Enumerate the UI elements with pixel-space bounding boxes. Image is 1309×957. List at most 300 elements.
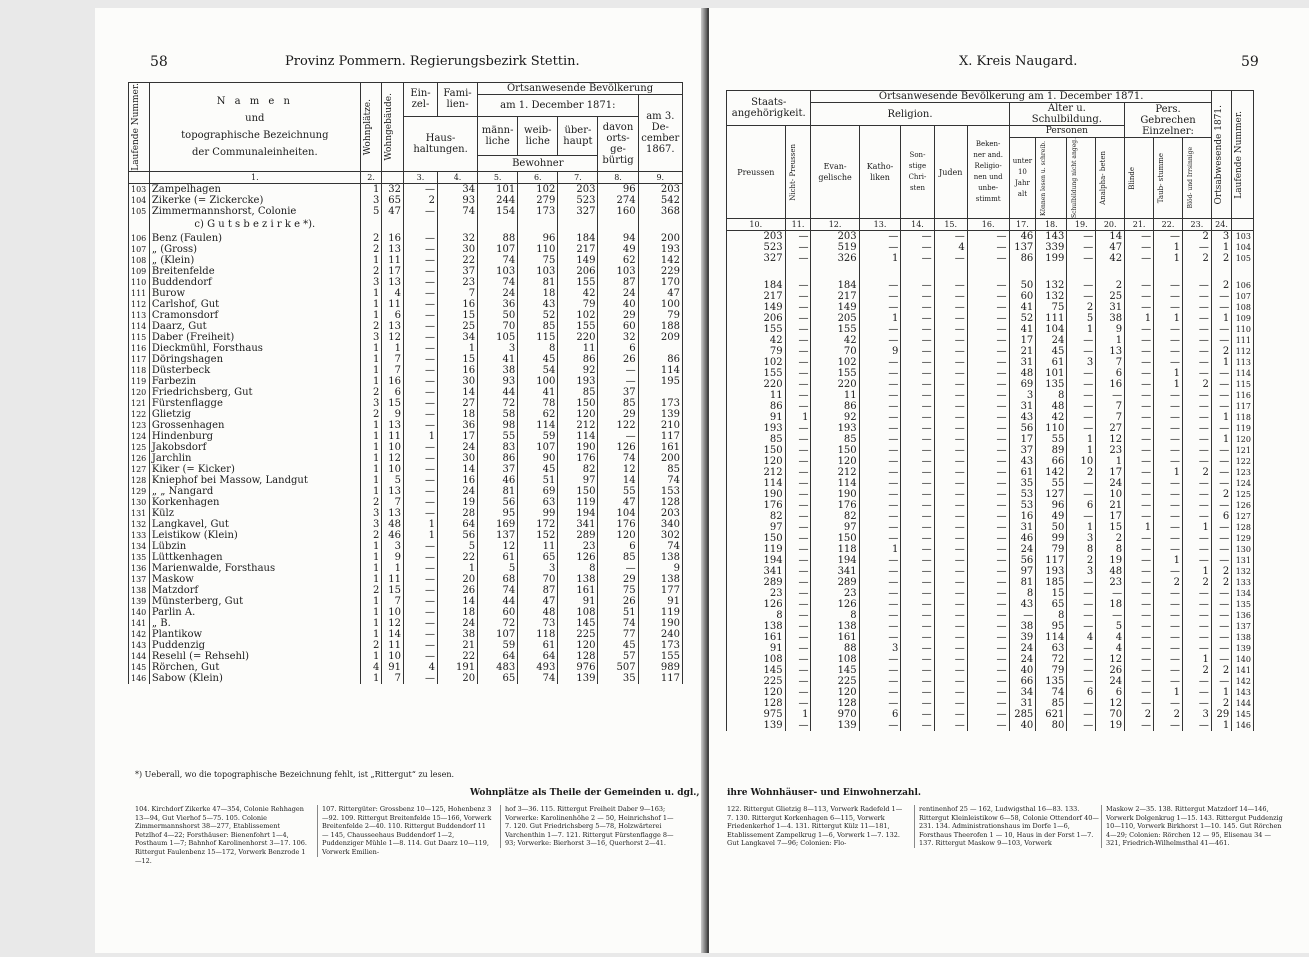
- table-row: [727, 357, 1254, 368]
- cell-m: 101: [478, 183, 518, 195]
- cell-u: 145: [558, 618, 598, 629]
- cell-f: 15: [437, 354, 477, 365]
- cell-o: 85: [598, 552, 638, 563]
- cell-ev: 85: [811, 434, 859, 445]
- cell-bl: —: [1125, 401, 1154, 412]
- cell-e: —: [404, 299, 438, 310]
- cell-p: 145: [727, 665, 786, 676]
- cell-ju: —: [934, 390, 967, 401]
- cell-an: 7: [1096, 357, 1125, 368]
- cell-ts: 1: [1154, 687, 1183, 698]
- cell-u: 176: [558, 453, 598, 464]
- cell-wb: 118: [518, 629, 558, 640]
- cell-u: 225: [558, 629, 598, 640]
- table-row: [727, 231, 1254, 243]
- cell-ab: —: [1211, 555, 1231, 566]
- cell-so: —: [901, 665, 934, 676]
- cell-f: 23: [437, 277, 477, 288]
- colnum-cell: 18.: [1036, 219, 1067, 231]
- cell-an: 12: [1096, 654, 1125, 665]
- ortsanw-header: Ortsanwesende Bevölkerung: [478, 83, 683, 95]
- row-number: 122: [129, 409, 150, 420]
- cell-so: —: [901, 709, 934, 720]
- row-number: 141: [1232, 665, 1254, 676]
- table-row: [727, 324, 1254, 335]
- cell-ts: —: [1154, 566, 1183, 577]
- row-number: 104: [129, 195, 150, 206]
- col-wohnplaetze-header: Wohnplätze.: [360, 83, 382, 172]
- cell-u10: 38: [1009, 621, 1036, 632]
- cell-an: 9: [1096, 324, 1125, 335]
- cell-u: 82: [558, 464, 598, 475]
- cell-u10: 46: [1009, 231, 1036, 243]
- cell-be: —: [967, 500, 1009, 511]
- cell-a: 240: [638, 629, 682, 640]
- col-lfd-header: Laufende Nummer.: [129, 83, 150, 172]
- row-name: Matzdorf: [149, 585, 360, 596]
- table-row: [129, 596, 683, 607]
- cell-g: 4: [382, 288, 404, 299]
- cell-f: 24: [437, 618, 477, 629]
- cell-ka: —: [859, 368, 901, 379]
- row-name: Külz: [149, 508, 360, 519]
- cell-ka: —: [859, 242, 901, 253]
- cell-sn: —: [1067, 610, 1096, 621]
- cell-p: 190: [727, 489, 786, 500]
- cell-be: —: [967, 533, 1009, 544]
- cell-u10: 41: [1009, 324, 1036, 335]
- cell-w: 1: [360, 596, 382, 607]
- cell-m: 74: [478, 255, 518, 266]
- cell-g: 1: [382, 563, 404, 574]
- cell-ks: 15: [1036, 588, 1067, 599]
- cell-o: 55: [598, 486, 638, 497]
- cell-a: 989: [638, 662, 682, 673]
- cell-ab: 1: [1211, 720, 1231, 731]
- cell-ks: 61: [1036, 357, 1067, 368]
- cell-np: —: [785, 610, 811, 621]
- cell-an: 4: [1096, 632, 1125, 643]
- cell-ka: —: [859, 445, 901, 456]
- cell-np: —: [785, 445, 811, 456]
- cell-bi: —: [1182, 555, 1211, 566]
- cell-be: —: [967, 588, 1009, 599]
- cell-o: 87: [598, 277, 638, 288]
- cell-bl: —: [1125, 533, 1154, 544]
- cell-an: 23: [1096, 577, 1125, 588]
- colnum-cell: 19.: [1067, 219, 1096, 231]
- cell-f: 24: [437, 486, 477, 497]
- cell-wb: 99: [518, 508, 558, 519]
- cell-f: 34: [437, 332, 477, 343]
- cell-ts: —: [1154, 231, 1183, 243]
- cell-ks: 80: [1036, 720, 1067, 731]
- cell-ka: —: [859, 522, 901, 533]
- cell-w: 3: [360, 332, 382, 343]
- row-name: Münsterberg, Gut: [149, 596, 360, 607]
- cell-ks: 45: [1036, 346, 1067, 357]
- row-number: 127: [129, 464, 150, 475]
- cell-p: 97: [727, 522, 786, 533]
- cell-ab: 6: [1211, 511, 1231, 522]
- cell-g: 7: [382, 673, 404, 684]
- cell-bi: —: [1182, 599, 1211, 610]
- cell-ts: —: [1154, 588, 1183, 599]
- cell-bi: —: [1182, 242, 1211, 253]
- cell-e: —: [404, 288, 438, 299]
- cell-w: 1: [360, 453, 382, 464]
- row-name: Zampelhagen: [149, 183, 360, 195]
- cell-m: 68: [478, 574, 518, 585]
- cell-m: 74: [478, 585, 518, 596]
- cell-np: —: [785, 467, 811, 478]
- cell-so: —: [901, 654, 934, 665]
- cell-bi: —: [1182, 533, 1211, 544]
- cell-bi: 2: [1182, 253, 1211, 264]
- cell-ju: —: [934, 423, 967, 434]
- cell-ju: —: [934, 533, 967, 544]
- cell-bi: 2: [1182, 379, 1211, 390]
- cell-ev: 176: [811, 500, 859, 511]
- row-name: Friedrichsberg, Gut: [149, 387, 360, 398]
- cell-ab: —: [1211, 533, 1231, 544]
- row-number: 114: [1232, 368, 1254, 379]
- cell-f: 28: [437, 508, 477, 519]
- cell-bi: —: [1182, 412, 1211, 423]
- cell-g: 15: [382, 585, 404, 596]
- cell-np: —: [785, 632, 811, 643]
- cell-ks: 339: [1036, 242, 1067, 253]
- cell-sn: —: [1067, 280, 1096, 291]
- cell-f: 27: [437, 398, 477, 409]
- cell-sn: 3: [1067, 566, 1096, 577]
- cell-u: 194: [558, 508, 598, 519]
- cell-p: 23: [727, 588, 786, 599]
- cell-u10: 24: [1009, 643, 1036, 654]
- cell-np: —: [785, 621, 811, 632]
- cell-ka: —: [859, 423, 901, 434]
- cell-e: —: [404, 585, 438, 596]
- cell-bl: 1: [1125, 522, 1154, 533]
- table-row: [727, 632, 1254, 643]
- table-row: [129, 365, 683, 376]
- cell-m: 44: [478, 387, 518, 398]
- cell-ab: 2: [1211, 577, 1231, 588]
- table-row: [727, 368, 1254, 379]
- cell-p: 120: [727, 456, 786, 467]
- cell-sn: —: [1067, 720, 1096, 731]
- cell-wb: 102: [518, 183, 558, 195]
- table-row: [129, 288, 683, 299]
- cell-be: —: [967, 643, 1009, 654]
- table-row: [129, 541, 683, 552]
- cell-u: 120: [558, 409, 598, 420]
- right-census-table: [726, 90, 1254, 731]
- cell-p: 150: [727, 445, 786, 456]
- cell-w: 1: [360, 255, 382, 266]
- cell-ts: —: [1154, 390, 1183, 401]
- cell-p: 108: [727, 654, 786, 665]
- cell-f: 1: [437, 343, 477, 354]
- cell-o: 75: [598, 585, 638, 596]
- cell-a: 117: [638, 431, 682, 442]
- colnum-cell: 24.: [1211, 219, 1231, 231]
- table-row: [129, 409, 683, 420]
- cell-np: —: [785, 280, 811, 291]
- cell-ts: —: [1154, 324, 1183, 335]
- cell-o: 26: [598, 596, 638, 607]
- cell-a: 200: [638, 453, 682, 464]
- cell-w: 1: [360, 607, 382, 618]
- cell-g: 9: [382, 409, 404, 420]
- cell-u: 220: [558, 332, 598, 343]
- table-row: [129, 195, 683, 206]
- row-name: Puddenzig: [149, 640, 360, 651]
- cell-bi: —: [1182, 401, 1211, 412]
- cell-w: 1: [360, 431, 382, 442]
- cell-an: 19: [1096, 555, 1125, 566]
- cell-g: 13: [382, 321, 404, 332]
- cell-ka: —: [859, 500, 901, 511]
- cell-o: 74: [598, 618, 638, 629]
- cell-m: 5: [478, 563, 518, 574]
- cell-be: —: [967, 544, 1009, 555]
- cell-ju: —: [934, 231, 967, 243]
- cell-ks: 50: [1036, 522, 1067, 533]
- cell-be: —: [967, 566, 1009, 577]
- cell-g: 65: [382, 195, 404, 206]
- table-row: [727, 280, 1254, 291]
- cell-be: —: [967, 445, 1009, 456]
- cell-u10: 17: [1009, 434, 1036, 445]
- cell-ts: —: [1154, 599, 1183, 610]
- cell-o: 104: [598, 508, 638, 519]
- col-maennl-header: männ- liche: [478, 116, 518, 155]
- cell-bl: —: [1125, 610, 1154, 621]
- cell-ev: 190: [811, 489, 859, 500]
- cell-wb: 61: [518, 640, 558, 651]
- table-row: [129, 431, 683, 442]
- cell-ju: —: [934, 291, 967, 302]
- cell-p: 128: [727, 698, 786, 709]
- cell-p: 155: [727, 368, 786, 379]
- cell-sn: —: [1067, 654, 1096, 665]
- cell-ka: —: [859, 401, 901, 412]
- cell-w: 2: [360, 640, 382, 651]
- cell-bi: —: [1182, 390, 1211, 401]
- cell-ev: 70: [811, 346, 859, 357]
- cell-w: 1: [360, 651, 382, 662]
- cell-e: —: [404, 233, 438, 244]
- cell-o: —: [598, 563, 638, 574]
- cell-u10: 35: [1009, 478, 1036, 489]
- left-column-numbers: 1. 2. 3. 4. 5. 6. 7. 8. 9.: [129, 171, 683, 183]
- cell-ju: —: [934, 610, 967, 621]
- cell-np: —: [785, 654, 811, 665]
- cell-g: 11: [382, 299, 404, 310]
- cell-bi: —: [1182, 698, 1211, 709]
- cell-an: 1: [1096, 456, 1125, 467]
- cell-sn: 2: [1067, 467, 1096, 478]
- cell-g: 13: [382, 420, 404, 431]
- cell-ab: —: [1211, 445, 1231, 456]
- colnum-cell: 20.: [1096, 219, 1125, 231]
- cell-ev: 118: [811, 544, 859, 555]
- cell-p: 91: [727, 412, 786, 423]
- left-page-number: 58: [150, 54, 168, 70]
- cell-ev: 203: [811, 231, 859, 243]
- cell-wb: 11: [518, 541, 558, 552]
- cell-be: —: [967, 698, 1009, 709]
- table-row: [129, 486, 683, 497]
- cell-ju: —: [934, 412, 967, 423]
- cell-ka: —: [859, 280, 901, 291]
- cell-bi: —: [1182, 445, 1211, 456]
- cell-ka: —: [859, 632, 901, 643]
- cell-a: 91: [638, 596, 682, 607]
- row-number: 120: [129, 387, 150, 398]
- row-name: Benz (Faulen): [149, 233, 360, 244]
- cell-a: 210: [638, 420, 682, 431]
- cell-p: 176: [727, 500, 786, 511]
- cell-sn: 1: [1067, 522, 1096, 533]
- row-name: Carlshof, Gut: [149, 299, 360, 310]
- cell-f: 20: [437, 574, 477, 585]
- row-name: Langkavel, Gut: [149, 519, 360, 530]
- cell-g: 12: [382, 453, 404, 464]
- cell-so: —: [901, 544, 934, 555]
- cell-ev: 184: [811, 280, 859, 291]
- cell-bi: —: [1182, 357, 1211, 368]
- cell-f: 14: [437, 596, 477, 607]
- cell-u: 203: [558, 183, 598, 195]
- cell-bl: —: [1125, 242, 1154, 253]
- cell-ts: —: [1154, 522, 1183, 533]
- table-row: [129, 183, 683, 195]
- cell-ka: —: [859, 467, 901, 478]
- cell-so: —: [901, 253, 934, 264]
- cell-sn: —: [1067, 511, 1096, 522]
- cell-wb: 48: [518, 607, 558, 618]
- row-number: 113: [129, 310, 150, 321]
- table-row: [727, 390, 1254, 401]
- cell-ev: 155: [811, 324, 859, 335]
- cell-bl: —: [1125, 478, 1154, 489]
- cell-ks: 79: [1036, 544, 1067, 555]
- cell-g: 10: [382, 464, 404, 475]
- cell-so: —: [901, 231, 934, 243]
- row-number: 140: [129, 607, 150, 618]
- cell-e: —: [404, 574, 438, 585]
- table-row: [727, 566, 1254, 577]
- cell-bl: —: [1125, 720, 1154, 731]
- cell-ju: —: [934, 599, 967, 610]
- table-row: [727, 555, 1254, 566]
- cell-w: 2: [360, 497, 382, 508]
- cell-ka: 1: [859, 544, 901, 555]
- cell-be: —: [967, 335, 1009, 346]
- cell-a: 188: [638, 321, 682, 332]
- cell-a: 153: [638, 486, 682, 497]
- row-number: 105: [1232, 253, 1254, 264]
- cell-wb: 52: [518, 310, 558, 321]
- cell-ks: 132: [1036, 280, 1067, 291]
- cell-an: 21: [1096, 500, 1125, 511]
- cell-p: 149: [727, 302, 786, 313]
- cell-np: —: [785, 390, 811, 401]
- cell-ka: —: [859, 291, 901, 302]
- table-row: [727, 434, 1254, 445]
- cell-a: 117: [638, 673, 682, 684]
- left-notes-col3: hof 3—36. 115. Rittergut Freiheit Daber 9—163; Vorwerke: Karolinenhöhe 2 — 50, Heinrichshof 1—7. 120. Gut Friedrichsberg 5—78, Holzwärterei Varchenthin 1—7. 121. Rittergut Fürstenflagge 8—93; Vorwerke: Bierhorst 3—16, Querhorst 2—41.: [500, 805, 677, 848]
- cell-ev: 120: [811, 687, 859, 698]
- cell-u: 150: [558, 486, 598, 497]
- row-name: Parlin A.: [149, 607, 360, 618]
- cell-g: 11: [382, 640, 404, 651]
- cell-ks: 48: [1036, 401, 1067, 412]
- cell-ev: 205: [811, 313, 859, 324]
- table-row: [727, 720, 1254, 731]
- cell-f: 38: [437, 629, 477, 640]
- row-number: 119: [1232, 423, 1254, 434]
- cell-f: 30: [437, 453, 477, 464]
- cell-bi: 1: [1182, 654, 1211, 665]
- cell-o: 47: [598, 497, 638, 508]
- cell-ev: 86: [811, 401, 859, 412]
- cell-so: —: [901, 676, 934, 687]
- row-name: Hindenburg: [149, 431, 360, 442]
- cell-w: 2: [360, 266, 382, 277]
- cell-ju: —: [934, 500, 967, 511]
- cell-wb: 75: [518, 255, 558, 266]
- cell-f: 17: [437, 431, 477, 442]
- cell-so: —: [901, 500, 934, 511]
- row-number: 104: [1232, 242, 1254, 253]
- cell-o: 29: [598, 310, 638, 321]
- cell-sn: —: [1067, 577, 1096, 588]
- cell-f: 34: [437, 183, 477, 195]
- cell-so: —: [901, 445, 934, 456]
- cell-ab: —: [1211, 632, 1231, 643]
- cell-e: —: [404, 206, 438, 217]
- cell-o: 160: [598, 206, 638, 217]
- cell-ju: —: [934, 555, 967, 566]
- cell-u10: 43: [1009, 599, 1036, 610]
- table-row: [727, 621, 1254, 632]
- cell-np: —: [785, 456, 811, 467]
- cell-m: 154: [478, 206, 518, 217]
- cell-ka: —: [859, 577, 901, 588]
- cell-np: —: [785, 242, 811, 253]
- row-number: 138: [129, 585, 150, 596]
- cell-ju: —: [934, 489, 967, 500]
- colnum-cell: 13.: [859, 219, 901, 231]
- cell-o: 274: [598, 195, 638, 206]
- cell-bl: —: [1125, 577, 1154, 588]
- cell-an: 23: [1096, 445, 1125, 456]
- cell-m: 95: [478, 508, 518, 519]
- colnum-cell: 14.: [901, 219, 934, 231]
- row-number: 126: [1232, 500, 1254, 511]
- cell-an: 8: [1096, 544, 1125, 555]
- cell-p: 327: [727, 253, 786, 264]
- cell-be: —: [967, 456, 1009, 467]
- cell-an: 6: [1096, 368, 1125, 379]
- cell-u: 42: [558, 288, 598, 299]
- cell-u10: 40: [1009, 720, 1036, 731]
- cell-u: 128: [558, 651, 598, 662]
- col-nichtpreussen-header: Nicht- Preussen: [785, 126, 811, 219]
